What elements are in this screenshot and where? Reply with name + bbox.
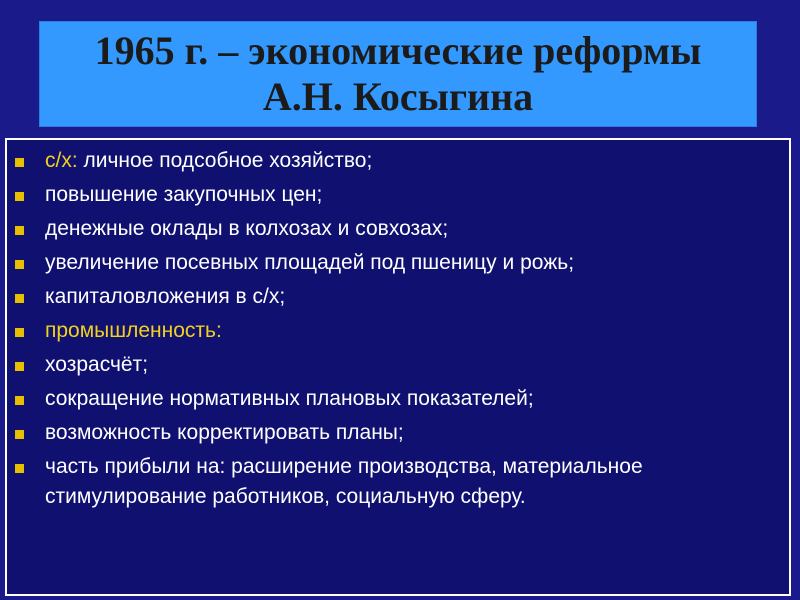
title-line-1: 1965 г. – экономические реформы (94, 28, 702, 73)
bullet-item (13, 246, 785, 280)
bullet-text: увеличение посевных площадей под пшеницу и рожь; (45, 251, 575, 274)
square-bullet-icon (15, 430, 24, 439)
square-bullet-icon (15, 464, 24, 473)
bullet-item (13, 416, 785, 450)
square-bullet-icon (15, 396, 24, 405)
title-line-2: А.Н. Косыгина (262, 74, 534, 119)
title-box (40, 22, 756, 126)
bullet-text: часть прибыли на: расширение производства, материальное стимулирование работников, социальную сферу. (45, 455, 643, 508)
bullet-item (13, 212, 785, 246)
content-box (5, 138, 791, 596)
bullet-item (13, 178, 785, 212)
square-bullet-icon (15, 294, 24, 303)
bullet-list (13, 144, 785, 512)
bullet-text: сокращение нормативных плановых показателей; (45, 387, 534, 410)
square-bullet-icon (15, 260, 24, 269)
bullet-text: капиталовложения в с/х; (45, 285, 286, 308)
bullet-item (13, 144, 785, 178)
bullet-text: повышение закупочных цен; (45, 183, 323, 206)
bullet-prefix: с/х: (45, 149, 78, 172)
square-bullet-icon (15, 192, 24, 201)
square-bullet-icon (15, 328, 24, 337)
square-bullet-icon (15, 158, 24, 167)
bullet-text: личное подсобное хозяйство; (77, 149, 373, 172)
bullet-prefix: промышленность: (45, 319, 222, 342)
bullet-text: денежные оклады в колхозах и совхозах; (45, 217, 449, 240)
bullet-item (13, 450, 785, 512)
square-bullet-icon (15, 362, 24, 371)
bullet-text: хозрасчёт; (45, 353, 149, 376)
bullet-item (13, 348, 785, 382)
bullet-text: возможность корректировать планы; (45, 421, 404, 444)
square-bullet-icon (15, 226, 24, 235)
bullet-item (13, 382, 785, 416)
bullet-item (13, 314, 785, 348)
bullet-item (13, 280, 785, 314)
